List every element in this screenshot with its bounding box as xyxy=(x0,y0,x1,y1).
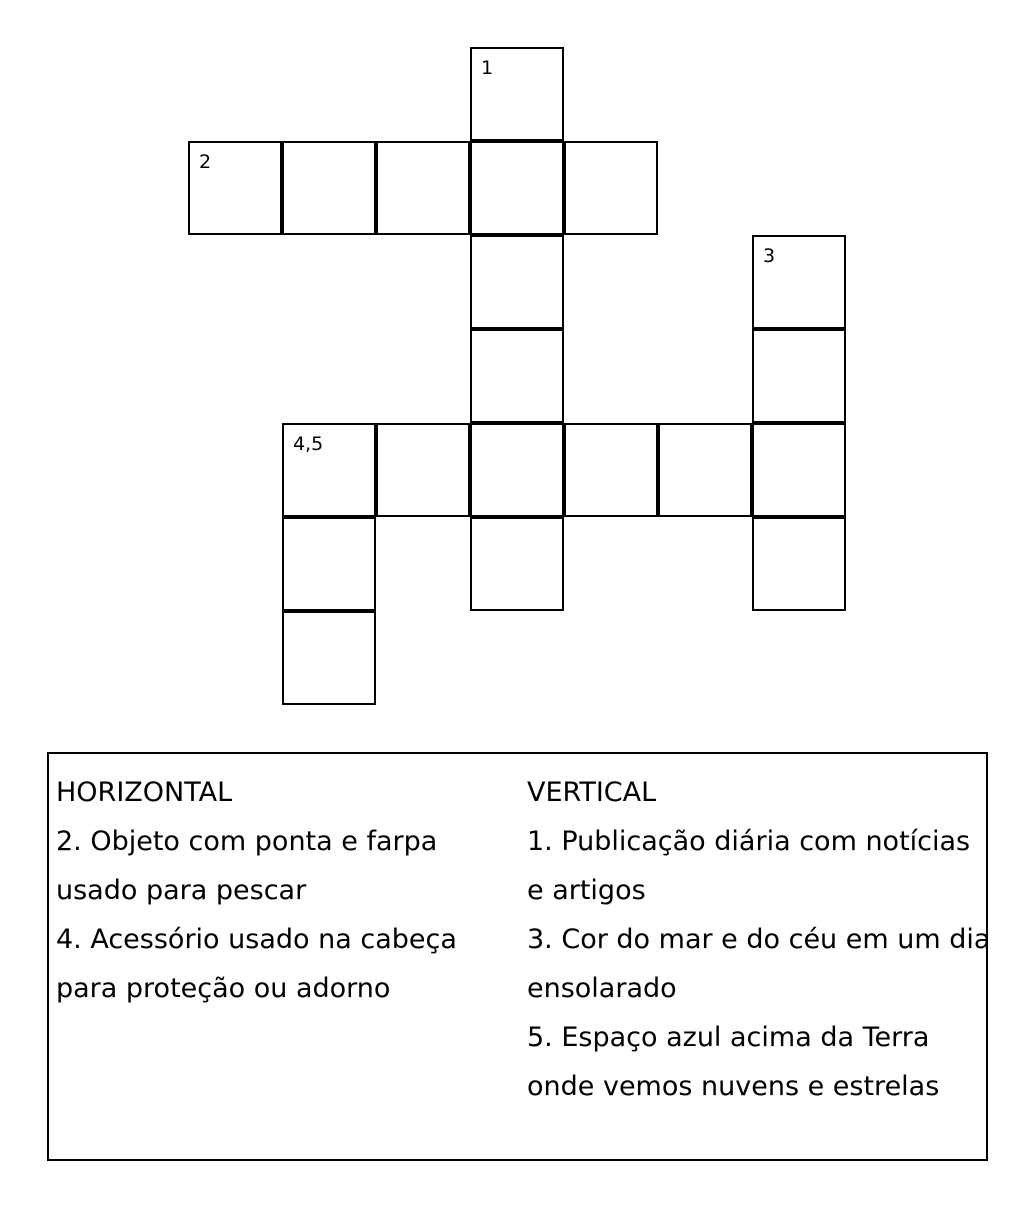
cell-number: 1 xyxy=(481,57,494,79)
vertical-clue-line: 3. Cor do mar e do céu em um dia xyxy=(527,924,991,955)
crossword-cell[interactable] xyxy=(752,517,846,611)
horizontal-clue-line: 2. Objeto com ponta e farpa xyxy=(56,826,438,857)
horizontal-clue-line: para proteção ou adorno xyxy=(56,973,391,1004)
crossword-cell[interactable] xyxy=(282,423,376,517)
vertical-clue-line: e artigos xyxy=(527,875,646,906)
crossword-cell[interactable] xyxy=(470,47,564,141)
crossword-cell[interactable] xyxy=(188,141,282,235)
crossword-cell[interactable] xyxy=(564,423,658,517)
crossword-cell[interactable] xyxy=(658,423,752,517)
crossword-cell[interactable] xyxy=(752,423,846,517)
crossword-cell[interactable] xyxy=(282,517,376,611)
vertical-clue-line: ensolarado xyxy=(527,973,677,1004)
clues-box xyxy=(47,752,991,1161)
crossword-cell[interactable] xyxy=(470,517,564,611)
horizontal-clue-line: 4. Acessório usado na cabeça xyxy=(56,924,457,955)
vertical-clue-line: 1. Publicação diária com notícias xyxy=(527,826,971,857)
crossword-cell[interactable] xyxy=(470,423,564,517)
vertical-heading: VERTICAL xyxy=(527,777,657,808)
cell-number: 3 xyxy=(763,245,776,267)
crossword-cell[interactable] xyxy=(282,611,376,705)
crossword-cell[interactable] xyxy=(752,329,846,423)
vertical-clue-line: 5. Espaço azul acima da Terra xyxy=(527,1022,930,1053)
cell-number: 4,5 xyxy=(293,433,324,455)
crossword-cell[interactable] xyxy=(470,141,564,235)
crossword-cell[interactable] xyxy=(564,141,658,235)
crossword-cell[interactable] xyxy=(470,329,564,423)
crossword-cell[interactable] xyxy=(376,423,470,517)
crossword-cell[interactable] xyxy=(376,141,470,235)
crossword-cell[interactable] xyxy=(470,235,564,329)
vertical-clue-line: onde vemos nuvens e estrelas xyxy=(527,1071,940,1102)
horizontal-clues xyxy=(56,768,506,1013)
vertical-clues xyxy=(527,768,991,1111)
crossword-cell[interactable] xyxy=(752,235,846,329)
horizontal-heading: HORIZONTAL xyxy=(56,777,233,808)
crossword-cell[interactable] xyxy=(282,141,376,235)
horizontal-clue-line: usado para pescar xyxy=(56,875,307,906)
cell-number: 2 xyxy=(199,151,212,173)
